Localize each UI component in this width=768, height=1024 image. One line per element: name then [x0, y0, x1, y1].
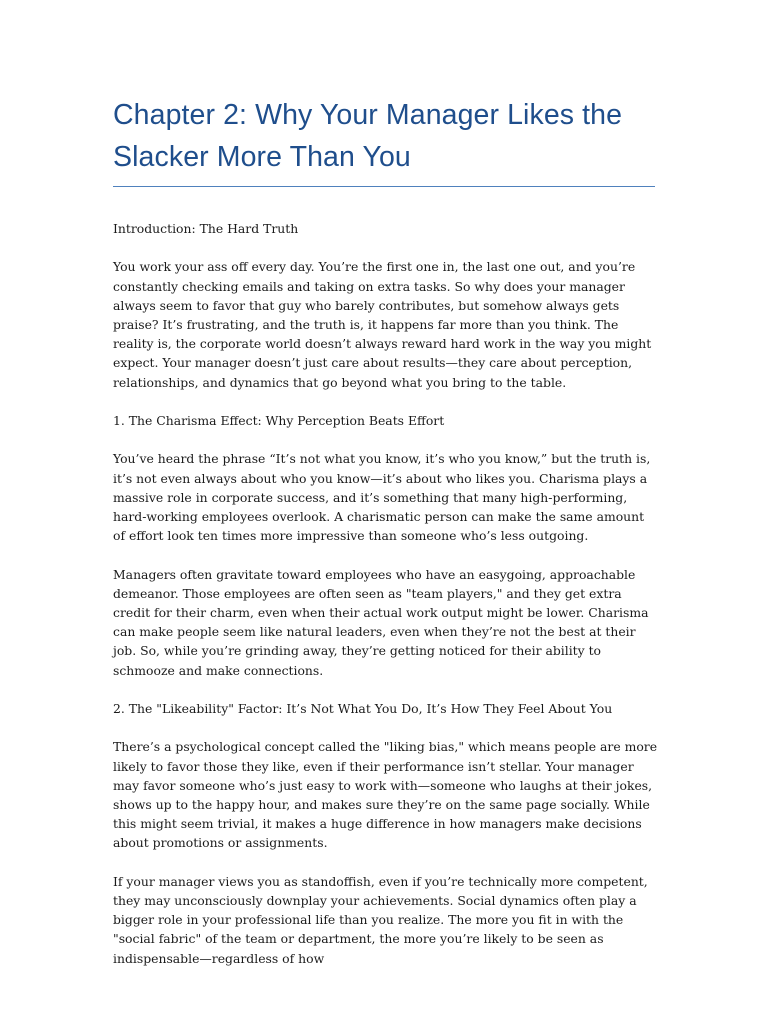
title-block — [113, 94, 655, 187]
section-heading-charisma: 1. The Charisma Effect: Why Perception Beats Effort — [113, 413, 445, 428]
paragraph: If your manager views you as standoffish, even if you’re technically more competent, they may unconsciously downplay your achievements. Social dynamics often play a bigger role in your professional life than you realize. The more you fit in with the "social fabric" of the team or department, the more you’re likely to be seen as indispensable—regardless of how — [113, 873, 648, 966]
document-body — [113, 219, 658, 987]
title-underline — [113, 186, 655, 187]
chapter-title: Chapter 2: Why Your Manager Likes the Slacker More Than You — [113, 99, 623, 173]
paragraph: You work your ass off every day. You’re the first one in, the last one out, and you’re constantly checking emails and taking on extra tasks. So why does your manager always seem to favor that guy who barely contributes, but somehow always gets praise? It’s frustrating, and the truth is, it happens far more than you think. The reality is, the corporate world doesn’t always reward hard work in the way you might expect. Your manager doesn’t just care about results—they care about perception, relationships, and dynamics that go beyond what you bring to the table. — [113, 259, 652, 390]
paragraph: There’s a psychological concept called the "liking bias," which means people are more likely to favor those they like, even if their performance isn’t stellar. Your manager may favor someone who’s just easy to work with—someone who laughs at their jokes, shows up to the happy hour, and makes sure they’re on the same page socially. While this might seem trivial, it makes a huge difference in how managers make decisions about promotions or assignments. — [113, 739, 658, 851]
section-heading-likeability: 2. The "Likeability" Factor: It’s Not What You Do, It’s How They Feel About You — [113, 701, 613, 716]
paragraph: Managers often gravitate toward employees who have an easygoing, approachable demeanor. Those employees are often seen as "team players," and they get extra credit for their charm, even when their actual work output might be lower. Charisma can make people seem like natural leaders, even when they’re not the best at their job. So, while you’re grinding away, they’re getting noticed for their ability to schmooze and make connections. — [113, 566, 649, 678]
section-heading-introduction: Introduction: The Hard Truth — [113, 221, 299, 236]
paragraph: You’ve heard the phrase “It’s not what you know, it’s who you know,” but the truth is, it’s not even always about who you know—it’s about who likes you. Charisma plays a massive role in corporate success, and it’s something that many high-performing, hard-working employees overlook. A charismatic person can make the same amount of effort look ten times more impressive than someone who’s less outgoing. — [113, 451, 651, 544]
